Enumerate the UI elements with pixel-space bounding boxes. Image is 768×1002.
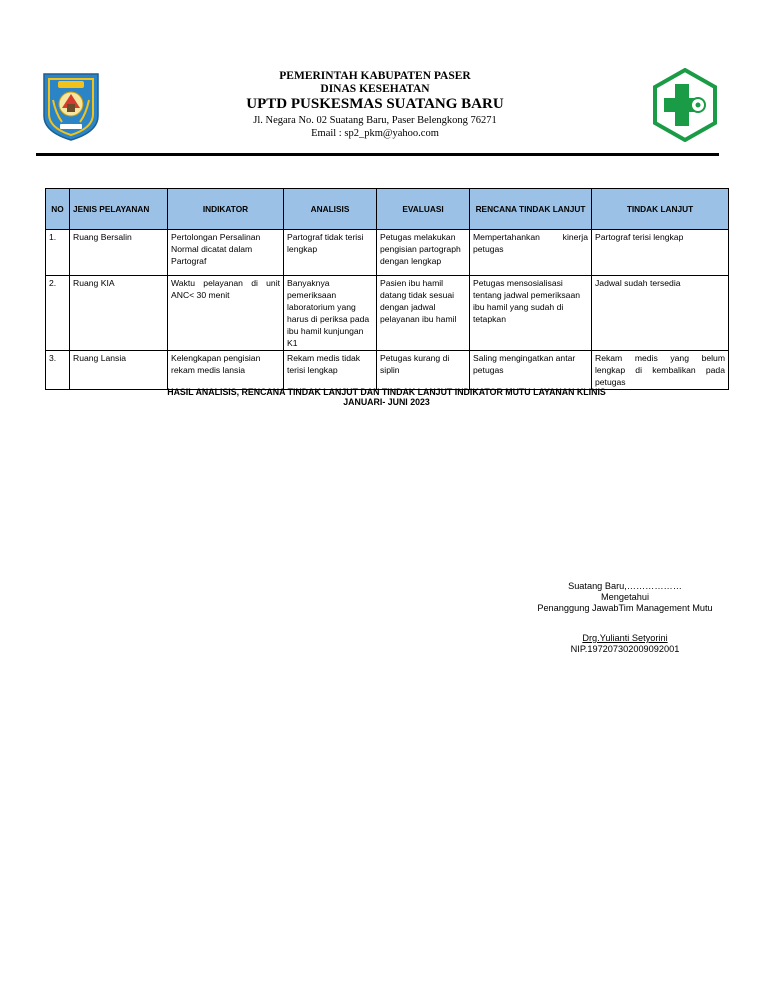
department-name: DINAS KESEHATAN (320, 83, 430, 95)
address: Jl. Negara No. 02 Suatang Baru, Paser Belengkong 76271 (253, 115, 497, 126)
col-header-tindak: TINDAK LANJUT (592, 189, 729, 230)
signatory-nip: NIP.197207302009092001 (570, 644, 680, 654)
government-name: PEMERINTAH KABUPATEN PASER (279, 70, 471, 82)
cell-jenis: Ruang KIA (70, 276, 168, 351)
signature-known: Mengetahui (600, 592, 649, 602)
cell-rencana: Petugas mensosialisasi tentang jadwal pemeriksaan ibu hamil yang sudah di tetapkan (470, 276, 592, 351)
cell-indikator: Kelengkapan pengisian rekam medis lansia (168, 351, 284, 390)
col-header-analisis: ANALISIS (284, 189, 377, 230)
signature-place-date: Suatang Baru,……………… (568, 581, 682, 591)
cell-jenis: Ruang Bersalin (70, 230, 168, 276)
indicator-table (45, 188, 729, 390)
puskesmas-logo (648, 68, 722, 142)
table-header-row (46, 189, 729, 230)
table-row (46, 351, 729, 390)
cell-no: 2. (46, 276, 70, 351)
cell-rencana: Saling mengingatkan antar petugas (470, 351, 592, 390)
cell-evaluasi: Petugas melakukan pengisian partograph dengan lengkap (377, 230, 470, 276)
cell-evaluasi: Pasien ibu hamil datang tidak sesuai dengan jadwal pelayanan ibu hamil (377, 276, 470, 351)
signature-role: Penanggung JawabTim Management Mutu (537, 603, 713, 613)
cell-analisis: Rekam medis tidak terisi lengkap (284, 351, 377, 390)
institution-name: UPTD PUSKESMAS SUATANG BARU (246, 96, 504, 112)
cell-indikator: Waktu pelayanan di unit ANC< 30 menit (168, 276, 284, 351)
cell-rencana: Mempertahankan kinerja petugas (470, 230, 592, 276)
table-row (46, 276, 729, 351)
cell-analisis: Banyaknya pemeriksaan laboratorium yang harus di periksa pada ibu hamil kunjungan K1 (284, 276, 377, 351)
col-header-jenis: JENIS PELAYANAN (70, 189, 168, 230)
report-title: HASIL ANALISIS, RENCANA TINDAK LANJUT DAN TINDAK LANJUT INDIKATOR MUTU LAYANAN KLINIS (167, 387, 606, 397)
cell-no: 1. (46, 230, 70, 276)
col-header-indikator: INDIKATOR (168, 189, 284, 230)
cell-tindak: Jadwal sudah tersedia (592, 276, 729, 351)
cell-no: 3. (46, 351, 70, 390)
paser-regency-emblem (40, 70, 102, 142)
cell-tindak: Partograf terisi lengkap (592, 230, 729, 276)
cell-indikator: Pertolongan Persalinan Normal dicatat dalam Partograf (168, 230, 284, 276)
cell-tindak: Rekam medis yang belum lengkap di kembalikan pada petugas (592, 351, 729, 390)
cell-evaluasi: Petugas kurang di siplin (377, 351, 470, 390)
cell-jenis: Ruang Lansia (70, 351, 168, 390)
report-period: JANUARI- JUNI 2023 (343, 397, 430, 407)
signatory-name: Drg.Yulianti Setyorini (582, 633, 668, 643)
col-header-rencana: RENCANA TINDAK LANJUT (470, 189, 592, 230)
email: Email : sp2_pkm@yahoo.com (311, 128, 439, 139)
letterhead (0, 0, 768, 160)
col-header-no: NO (46, 189, 70, 230)
cell-analisis: Partograf tidak terisi lengkap (284, 230, 377, 276)
col-header-evaluasi: EVALUASI (377, 189, 470, 230)
table-row (46, 230, 729, 276)
header-divider (36, 153, 719, 156)
